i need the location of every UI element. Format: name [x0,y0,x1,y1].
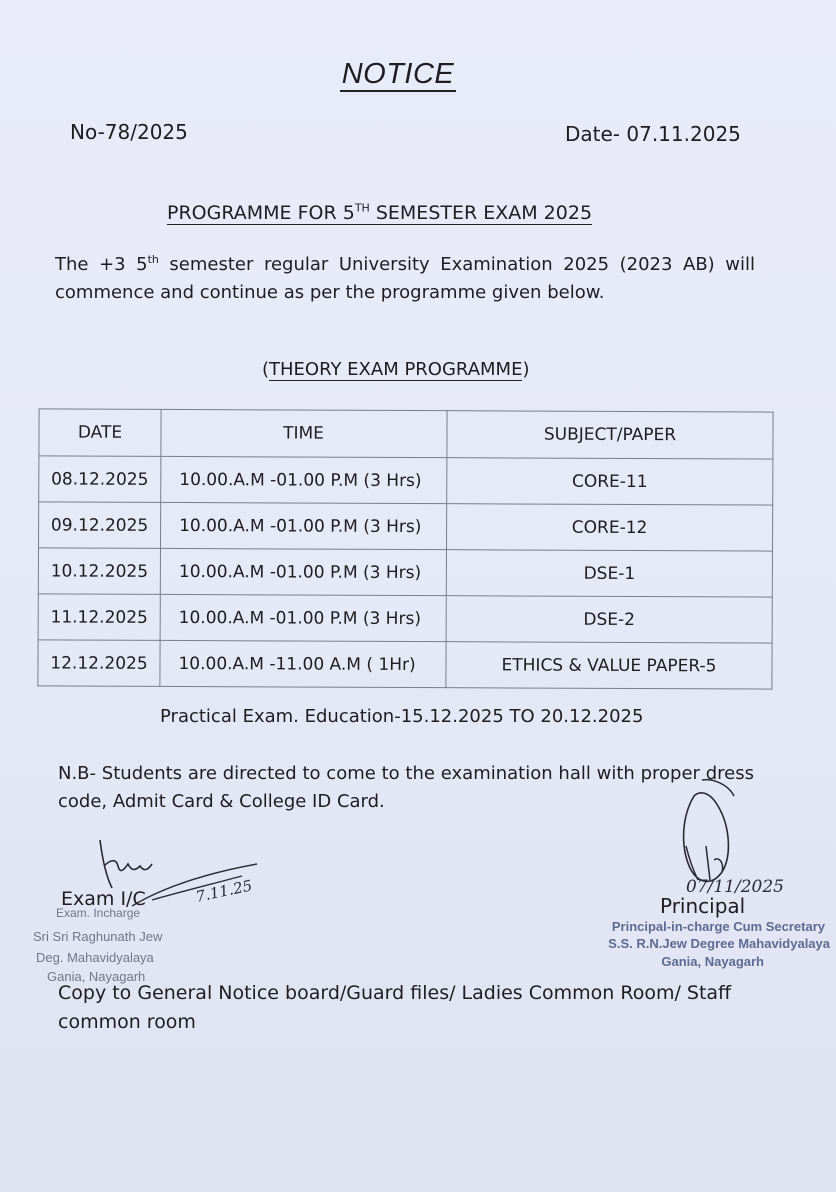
principal-label: Principal [660,894,746,918]
intro-paragraph: The +3 5th semester regular University Examination 2025 (2023 AB) will commence and continue as per the programme given below. [55,253,755,303]
principal-stamp-line: Gania, Nayagarh [661,954,764,969]
row-date: 08.12.2025 [39,456,161,503]
row-subject: CORE-12 [446,504,772,551]
exam-schedule-table [37,408,773,689]
principal-signature [672,776,812,906]
row-subject: DSE-2 [446,596,772,643]
svg-text:07/11/2025: 07/11/2025 [686,877,784,897]
row-date: 12.12.2025 [38,640,160,687]
exam-stamp-line: Sri Sri Raghunath Jew [33,929,163,944]
notice-title: NOTICE [341,58,455,90]
exam-stamp-line: Exam. Incharge [56,906,141,920]
row-time: 10.00.A.M -01.00 P.M (3 Hrs) [160,594,446,641]
row-date: 11.12.2025 [38,594,160,641]
table-row [39,456,773,505]
row-date: 09.12.2025 [39,502,161,549]
table-header-row [39,409,773,459]
table-row [39,502,773,551]
row-subject: CORE-11 [447,458,773,505]
theory-subheading: (THEORY EXAM PROGRAMME) [262,359,530,380]
row-time: 10.00.A.M -01.00 P.M (3 Hrs) [161,456,447,503]
notice-date: Date- 07.11.2025 [565,122,741,146]
table-row [38,548,772,597]
header-time: TIME [161,409,447,457]
nb-note: N.B- Students are directed to come to the examination hall with proper dress code, Admit Card & College ID Card. [58,763,754,812]
table-row [38,594,772,643]
principal-stamp-line: Principal-in-charge Cum Secretary [611,919,825,934]
principal-stamp-line: S.S. R.N.Jew Degree Mahavidyalaya [608,936,830,951]
programme-heading: PROGRAMME FOR 5TH SEMESTER EXAM 2025 [167,202,593,225]
exam-incharge-label: Exam I/C [61,888,146,910]
svg-text:7.11.25: 7.11.25 [194,876,254,906]
copy-to-line: Copy to General Notice board/Guard files/ Ladies Common Room/ Staff common room [58,982,732,1033]
row-time: 10.00.A.M -01.00 P.M (3 Hrs) [161,502,447,549]
row-time: 10.00.A.M -01.00 P.M (3 Hrs) [160,548,446,595]
header-date: DATE [39,409,161,457]
exam-stamp-line: Gania, Nayagarh [47,969,146,984]
row-subject: ETHICS & VALUE PAPER-5 [446,642,772,689]
row-subject: DSE-1 [446,550,772,597]
exam-stamp-line: Deg. Mahavidyalaya [36,950,154,965]
practical-exam-line: Practical Exam. Education-15.12.2025 TO 20.12.2025 [160,706,644,727]
table-row [38,640,772,689]
row-time: 10.00.A.M -11.00 A.M ( 1Hr) [160,640,446,687]
notice-number: No-78/2025 [70,120,188,144]
header-subject: SUBJECT/PAPER [447,411,773,459]
row-date: 10.12.2025 [38,548,160,595]
